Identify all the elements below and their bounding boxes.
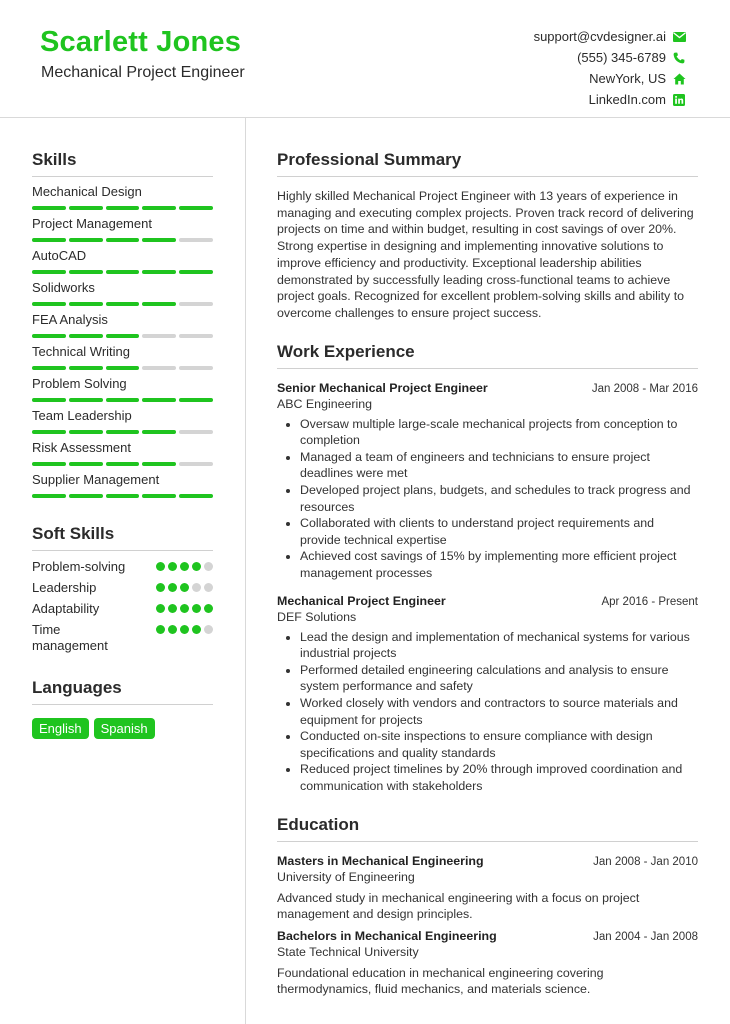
skill-level-segment (179, 430, 213, 434)
skill-level-segment (142, 494, 176, 498)
rating-dot (168, 625, 177, 634)
skill-level-segment (106, 270, 140, 274)
contact-phone-text: (555) 345-6789 (577, 50, 666, 65)
languages-list (32, 718, 213, 739)
contact-location (534, 68, 686, 89)
skill-level-segment (106, 494, 140, 498)
skill-level-segment (106, 334, 140, 338)
skill-level-segment (32, 302, 66, 306)
soft-skill-name: Time management (32, 622, 108, 653)
skill-level-segment (69, 334, 103, 338)
contact-email-text: support@cvdesigner.ai (533, 29, 666, 44)
skill-level-segment (32, 494, 66, 498)
soft-skill-item (32, 622, 213, 654)
contact-phone[interactable] (534, 47, 686, 68)
skills-list (32, 184, 213, 498)
language-badge: Spanish (94, 718, 155, 739)
rating-dot (204, 625, 213, 634)
column-divider (245, 118, 246, 1024)
skill-level-segment (106, 462, 140, 466)
skill-level-segment (106, 430, 140, 434)
rating-dot (180, 625, 189, 634)
job-title: Mechanical Project Engineer (277, 593, 446, 608)
job-bullet: • Worked closely with vendors and contractors to source materials and equipment for projects (300, 695, 698, 728)
soft-skill-name: Problem-solving (32, 559, 126, 574)
linkedin-icon (672, 93, 686, 107)
phone-icon (672, 51, 686, 65)
soft-skills-list (32, 559, 213, 654)
job-entry (277, 381, 698, 582)
rating-dot (192, 583, 201, 592)
skill-level-segment (179, 270, 213, 274)
skill-level-bar (32, 398, 213, 402)
skill-item (32, 376, 213, 402)
skill-level-segment (142, 302, 176, 306)
experience-list (277, 381, 698, 795)
skill-level-segment (106, 302, 140, 306)
soft-skill-item (32, 580, 213, 596)
language-badge: English (32, 718, 89, 739)
skill-level-segment (32, 462, 66, 466)
rating-dot (204, 562, 213, 571)
skill-item (32, 472, 213, 498)
skill-level-segment (142, 206, 176, 210)
soft-skill-rating (156, 562, 213, 571)
job-bullet: • Achieved cost savings of 15% by implementing more efficient project management processes (300, 548, 698, 581)
job-title: Senior Mechanical Project Engineer (277, 380, 488, 395)
candidate-title: Mechanical Project Engineer (41, 64, 245, 81)
soft-skill-name: Adaptability (32, 601, 100, 616)
soft-skill-item (32, 601, 213, 617)
skill-level-segment (32, 270, 66, 274)
skill-level-segment (106, 238, 140, 242)
resume-header (0, 0, 730, 118)
skill-level-bar (32, 462, 213, 466)
skill-level-segment (69, 462, 103, 466)
contact-location-text: NewYork, US (589, 71, 666, 86)
skill-level-segment (32, 398, 66, 402)
soft-skill-rating (156, 625, 213, 634)
skill-name: Supplier Management (32, 472, 160, 487)
education-header (277, 854, 698, 868)
skill-level-segment (142, 462, 176, 466)
rating-dot (156, 604, 165, 613)
rating-dot (204, 583, 213, 592)
skill-level-bar (32, 430, 213, 434)
education-degree: Masters in Mechanical Engineering (277, 853, 484, 868)
skill-level-segment (69, 270, 103, 274)
job-header (277, 381, 698, 395)
skill-name: Team Leadership (32, 408, 132, 423)
skill-level-segment (179, 334, 213, 338)
home-icon (672, 72, 686, 86)
rating-dot (180, 562, 189, 571)
skill-level-segment (32, 430, 66, 434)
summary-heading: Professional Summary (277, 150, 698, 177)
job-bullet: • Reduced project timelines by 20% through improved coordination and communication with stakeholders (300, 761, 698, 794)
rating-dot (156, 562, 165, 571)
skill-item (32, 344, 213, 370)
skill-name: Solidworks (32, 280, 95, 295)
rating-dot (168, 562, 177, 571)
education-section (277, 815, 698, 998)
skill-name: AutoCAD (32, 248, 87, 263)
rating-dot (192, 562, 201, 571)
education-heading: Education (277, 815, 698, 842)
job-bullet: • Collaborated with clients to understand project requirements and provide technical expertise (300, 515, 698, 548)
skill-level-segment (142, 270, 176, 274)
skill-level-segment (69, 366, 103, 370)
skill-level-segment (142, 398, 176, 402)
job-bullets (277, 416, 698, 582)
skill-level-segment (32, 366, 66, 370)
skill-level-segment (69, 430, 103, 434)
soft-skills-section (32, 524, 213, 654)
job-company: DEF Solutions (277, 609, 357, 624)
rating-dot (180, 583, 189, 592)
skill-level-segment (179, 238, 213, 242)
skill-level-segment (142, 334, 176, 338)
languages-section (32, 678, 213, 739)
skill-level-segment (106, 398, 140, 402)
job-bullet: • Conducted on-site inspections to ensure compliance with design specifications and quality standards (300, 728, 698, 761)
right-column (277, 150, 698, 998)
skill-name: Technical Writing (32, 344, 131, 359)
languages-heading: Languages (32, 678, 213, 705)
skill-level-segment (32, 206, 66, 210)
candidate-name: Scarlett Jones (40, 26, 242, 58)
soft-skill-rating (156, 604, 213, 613)
education-degree: Bachelors in Mechanical Engineering (277, 928, 497, 943)
skill-level-segment (69, 238, 103, 242)
skill-level-bar (32, 334, 213, 338)
skill-level-segment (179, 302, 213, 306)
rating-dot (156, 625, 165, 634)
experience-heading: Work Experience (277, 342, 698, 369)
skill-item (32, 184, 213, 210)
rating-dot (168, 604, 177, 613)
education-dates: Jan 2008 - Jan 2010 (593, 855, 698, 868)
skill-level-segment (179, 462, 213, 466)
rating-dot (192, 625, 201, 634)
skill-item (32, 216, 213, 242)
contact-block (534, 26, 686, 110)
education-header (277, 929, 698, 943)
skill-level-segment (142, 366, 176, 370)
skill-level-segment (142, 238, 176, 242)
soft-skill-name: Leadership (32, 580, 97, 595)
skill-level-bar (32, 270, 213, 274)
soft-skill-item (32, 559, 213, 575)
rating-dot (204, 604, 213, 613)
skills-heading: Skills (32, 150, 213, 177)
skill-level-segment (179, 398, 213, 402)
skill-level-segment (69, 494, 103, 498)
skill-level-segment (179, 206, 213, 210)
education-entry (277, 929, 698, 998)
skill-level-segment (179, 366, 213, 370)
skill-level-bar (32, 302, 213, 306)
education-school: State Technical University (277, 944, 419, 959)
rating-dot (156, 583, 165, 592)
skill-item (32, 280, 213, 306)
skill-name: FEA Analysis (32, 312, 108, 327)
skill-level-segment (69, 302, 103, 306)
skill-item (32, 408, 213, 434)
skill-level-segment (179, 494, 213, 498)
skill-item (32, 248, 213, 274)
soft-skill-rating (156, 583, 213, 592)
contact-linkedin-text: LinkedIn.com (588, 92, 666, 107)
rating-dot (192, 604, 201, 613)
summary-text: Highly skilled Mechanical Project Engineer with 13 years of experience in managing and executing complex projects. Proven track record of delivering projects on time and within budget, resulting in cost savings of over 20%. Strong expertise in designing and implementing innovative solutions to improve efficiency and productivity. Exceptional leadership abilities demonstrated by successfully leading cross-functional teams to achieve project goals. Recognized for excellent problem-solving skills and ability to overcome challenges to ensure project success. (277, 189, 694, 320)
skill-level-bar (32, 366, 213, 370)
skill-level-bar (32, 494, 213, 498)
education-school: University of Engineering (277, 869, 415, 884)
skill-name: Problem Solving (32, 376, 127, 391)
education-list (277, 854, 698, 998)
job-bullet: • Managed a team of engineers and technicians to ensure project deadlines were met (300, 449, 698, 482)
skill-item (32, 440, 213, 466)
education-dates: Jan 2004 - Jan 2008 (593, 930, 698, 943)
job-bullet: • Oversaw multiple large-scale mechanical projects from conception to completion (300, 416, 698, 449)
job-bullets (277, 629, 698, 795)
job-dates: Apr 2016 - Present (601, 595, 698, 608)
education-description: Advanced study in mechanical engineering with a focus on project management and design principles. (277, 890, 640, 922)
rating-dot (180, 604, 189, 613)
summary-section (277, 150, 698, 322)
skill-name: Project Management (32, 216, 152, 231)
skill-level-bar (32, 238, 213, 242)
job-company: ABC Engineering (277, 396, 373, 411)
skill-level-segment (106, 366, 140, 370)
rating-dot (168, 583, 177, 592)
skill-level-segment (106, 206, 140, 210)
skill-name: Mechanical Design (32, 184, 142, 199)
job-header (277, 594, 698, 608)
soft-skills-heading: Soft Skills (32, 524, 213, 551)
job-bullet: • Lead the design and implementation of mechanical systems for various industrial projects (300, 629, 698, 662)
skill-level-segment (32, 238, 66, 242)
contact-email[interactable] (534, 26, 686, 47)
skill-item (32, 312, 213, 338)
skill-level-segment (142, 430, 176, 434)
left-column (32, 150, 213, 739)
skill-level-segment (69, 398, 103, 402)
job-dates: Jan 2008 - Mar 2016 (591, 382, 698, 395)
education-entry (277, 854, 698, 923)
experience-section (277, 342, 698, 795)
skill-level-bar (32, 206, 213, 210)
job-bullet: • Performed detailed engineering calculations and analysis to ensure system performance and safety (300, 662, 698, 695)
envelope-icon (672, 30, 686, 44)
contact-linkedin[interactable] (534, 89, 686, 110)
job-entry (277, 594, 698, 795)
education-description: Foundational education in mechanical engineering covering thermodynamics, fluid mechanics, and materials science. (277, 965, 604, 997)
job-bullet: • Developed project plans, budgets, and schedules to track progress and resources (300, 482, 698, 515)
skill-name: Risk Assessment (32, 440, 131, 455)
skill-level-segment (69, 206, 103, 210)
skill-level-segment (32, 334, 66, 338)
